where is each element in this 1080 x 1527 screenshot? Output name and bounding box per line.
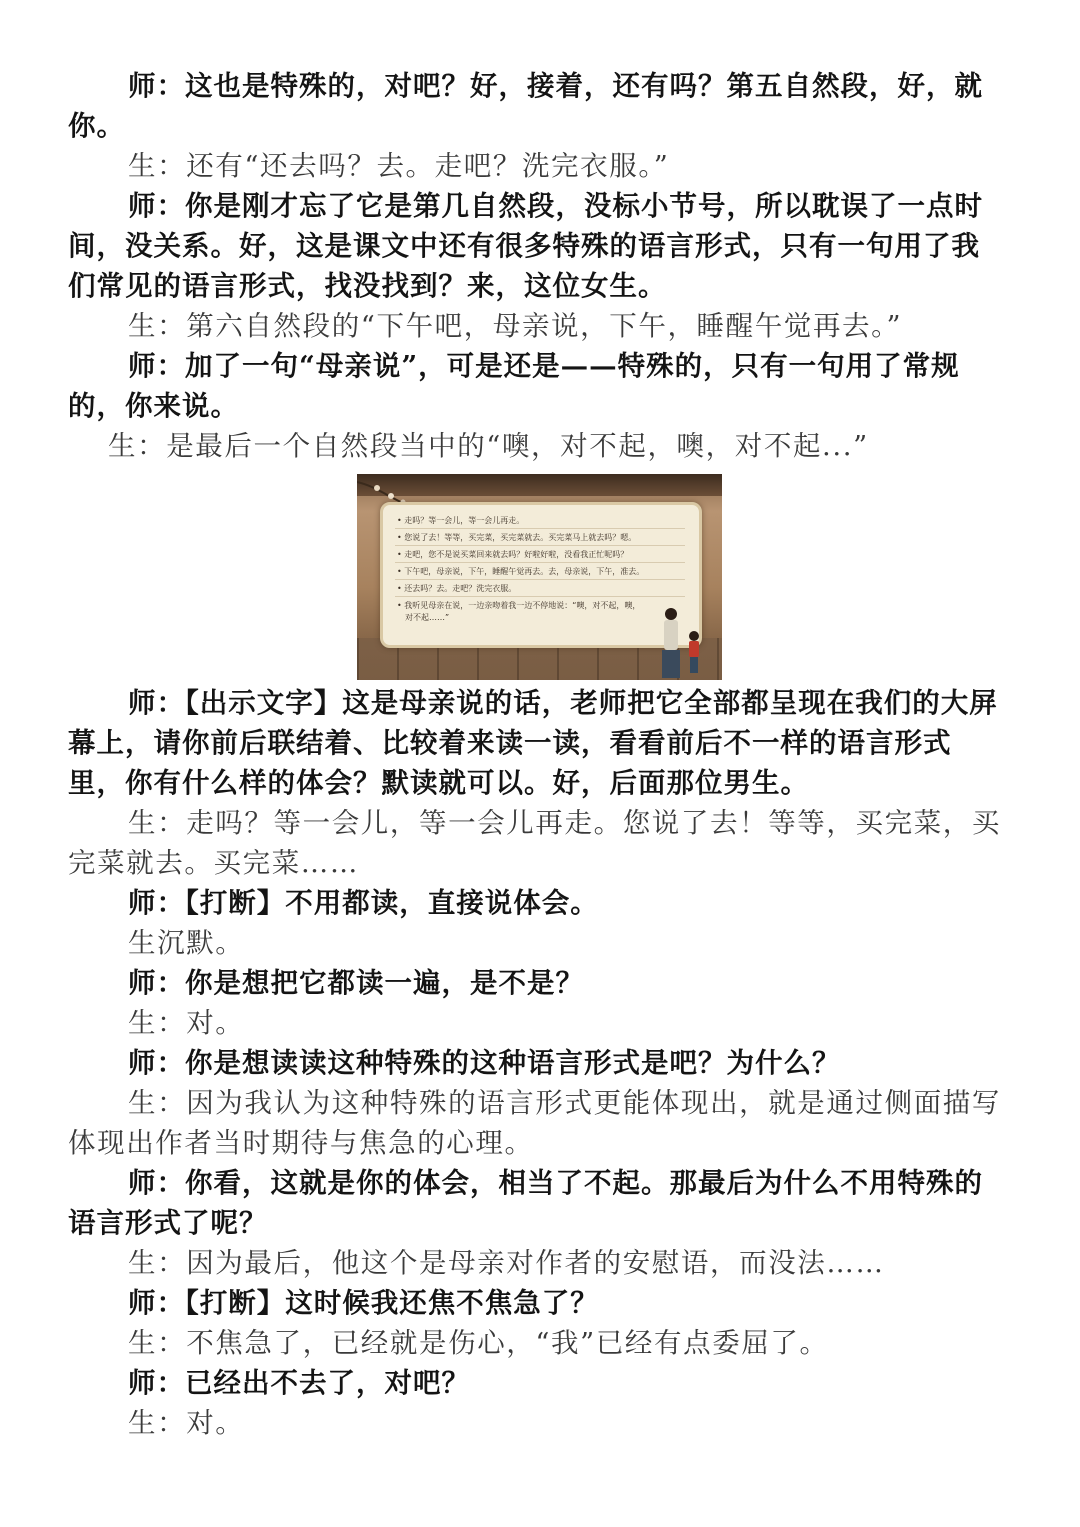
divider xyxy=(395,545,685,546)
slide-line: • 下午吧，母亲说，下午，睡醒午觉再去。去，母亲说，下午，准去。 xyxy=(397,567,645,576)
slide-line: • 还去吗？去。走吧？洗完衣服。 xyxy=(397,584,517,593)
student-line: 完菜就去。买完菜…… xyxy=(68,847,359,879)
teacher-line: 师：【打断】不用都读，直接说体会。 xyxy=(128,887,599,919)
slide-line: • 您说了去！等等，买完菜，买完菜就去。买完菜马上就去吗？嗯。 xyxy=(397,533,637,542)
student-line: 生：是最后一个自然段当中的“噢，对不起，噢，对不起...” xyxy=(108,430,869,462)
student-line: 生：对。 xyxy=(128,1407,245,1439)
teacher-line: 你。 xyxy=(68,110,125,142)
slide-image xyxy=(357,474,722,680)
teacher-line: 们常见的语言形式，找没找到？来，这位女生。 xyxy=(68,270,667,302)
teacher-line: 师：你是刚才忘了它是第几自然段，没标小节号，所以耽误了一点时 xyxy=(128,190,983,222)
student-line: 生：走吗？等一会儿，等一会儿再走。您说了去！等等，买完菜，买 xyxy=(128,807,1001,839)
divider xyxy=(395,562,685,563)
divider xyxy=(395,579,685,580)
teacher-line: 师：这也是特殊的，对吧？好，接着，还有吗？第五自然段，好，就 xyxy=(128,70,983,102)
mother-child-illustration xyxy=(649,606,709,680)
slide-line: • 我听见母亲在说，一边亲吻着我一边不停地说：“噢，对不起，噢， xyxy=(397,601,641,610)
student-line: 生：对。 xyxy=(128,1007,245,1039)
student-line: 生沉默。 xyxy=(128,927,245,959)
teacher-line: 语言形式了呢？ xyxy=(68,1207,268,1239)
teacher-line: 师：你是想读读这种特殊的这种语言形式是吧？为什么？ xyxy=(128,1047,841,1079)
student-line: 生：不焦急了，已经就是伤心，“我”已经有点委屈了。 xyxy=(128,1327,829,1359)
teacher-line: 间，没关系。好，这是课文中还有很多特殊的语言形式，只有一句用了我 xyxy=(68,230,980,262)
student-line: 生：因为最后，他这个是母亲对作者的安慰语，而没法…… xyxy=(128,1247,885,1279)
student-line: 生：因为我认为这种特殊的语言形式更能体现出，就是通过侧面描写 xyxy=(128,1087,1001,1119)
teacher-line: 师：你看，这就是你的体会，相当了不起。那最后为什么不用特殊的 xyxy=(128,1167,983,1199)
teacher-line: 师：加了一句“母亲说”，可是还是——特殊的，只有一句用了常规 xyxy=(128,350,960,382)
student-line: 生：第六自然段的“下午吧，母亲说，下午，睡醒午觉再去。” xyxy=(128,310,903,342)
student-line: 体现出作者当时期待与焦急的心理。 xyxy=(68,1127,534,1159)
divider xyxy=(395,528,685,529)
slide-line: • 走吗？等一会儿，等一会儿再走。 xyxy=(397,516,525,525)
teacher-line: 师：已经出不去了，对吧？ xyxy=(128,1367,470,1399)
teacher-line: 幕上，请你前后联结着、比较着来读一读，看看前后不一样的语言形式 xyxy=(68,727,952,759)
teacher-line: 师：你是想把它都读一遍，是不是？ xyxy=(128,967,584,999)
divider xyxy=(395,596,685,597)
student-line: 生：还有“还去吗？去。走吧？洗完衣服。” xyxy=(128,150,670,182)
slide-line: • 走吧，您不是说买菜回来就去吗？好啦好啦，没看我正忙呢吗？ xyxy=(397,550,629,559)
teacher-line: 的，你来说。 xyxy=(68,390,239,422)
teacher-line: 师：【打断】这时候我还焦不焦急了？ xyxy=(128,1287,599,1319)
teacher-line: 里，你有什么样的体会？默读就可以。好，后面那位男生。 xyxy=(68,767,809,799)
slide-line: 对不起……” xyxy=(405,613,450,622)
teacher-line: 师：【出示文字】这是母亲说的话，老师把它全部都呈现在我们的大屏 xyxy=(128,687,998,719)
